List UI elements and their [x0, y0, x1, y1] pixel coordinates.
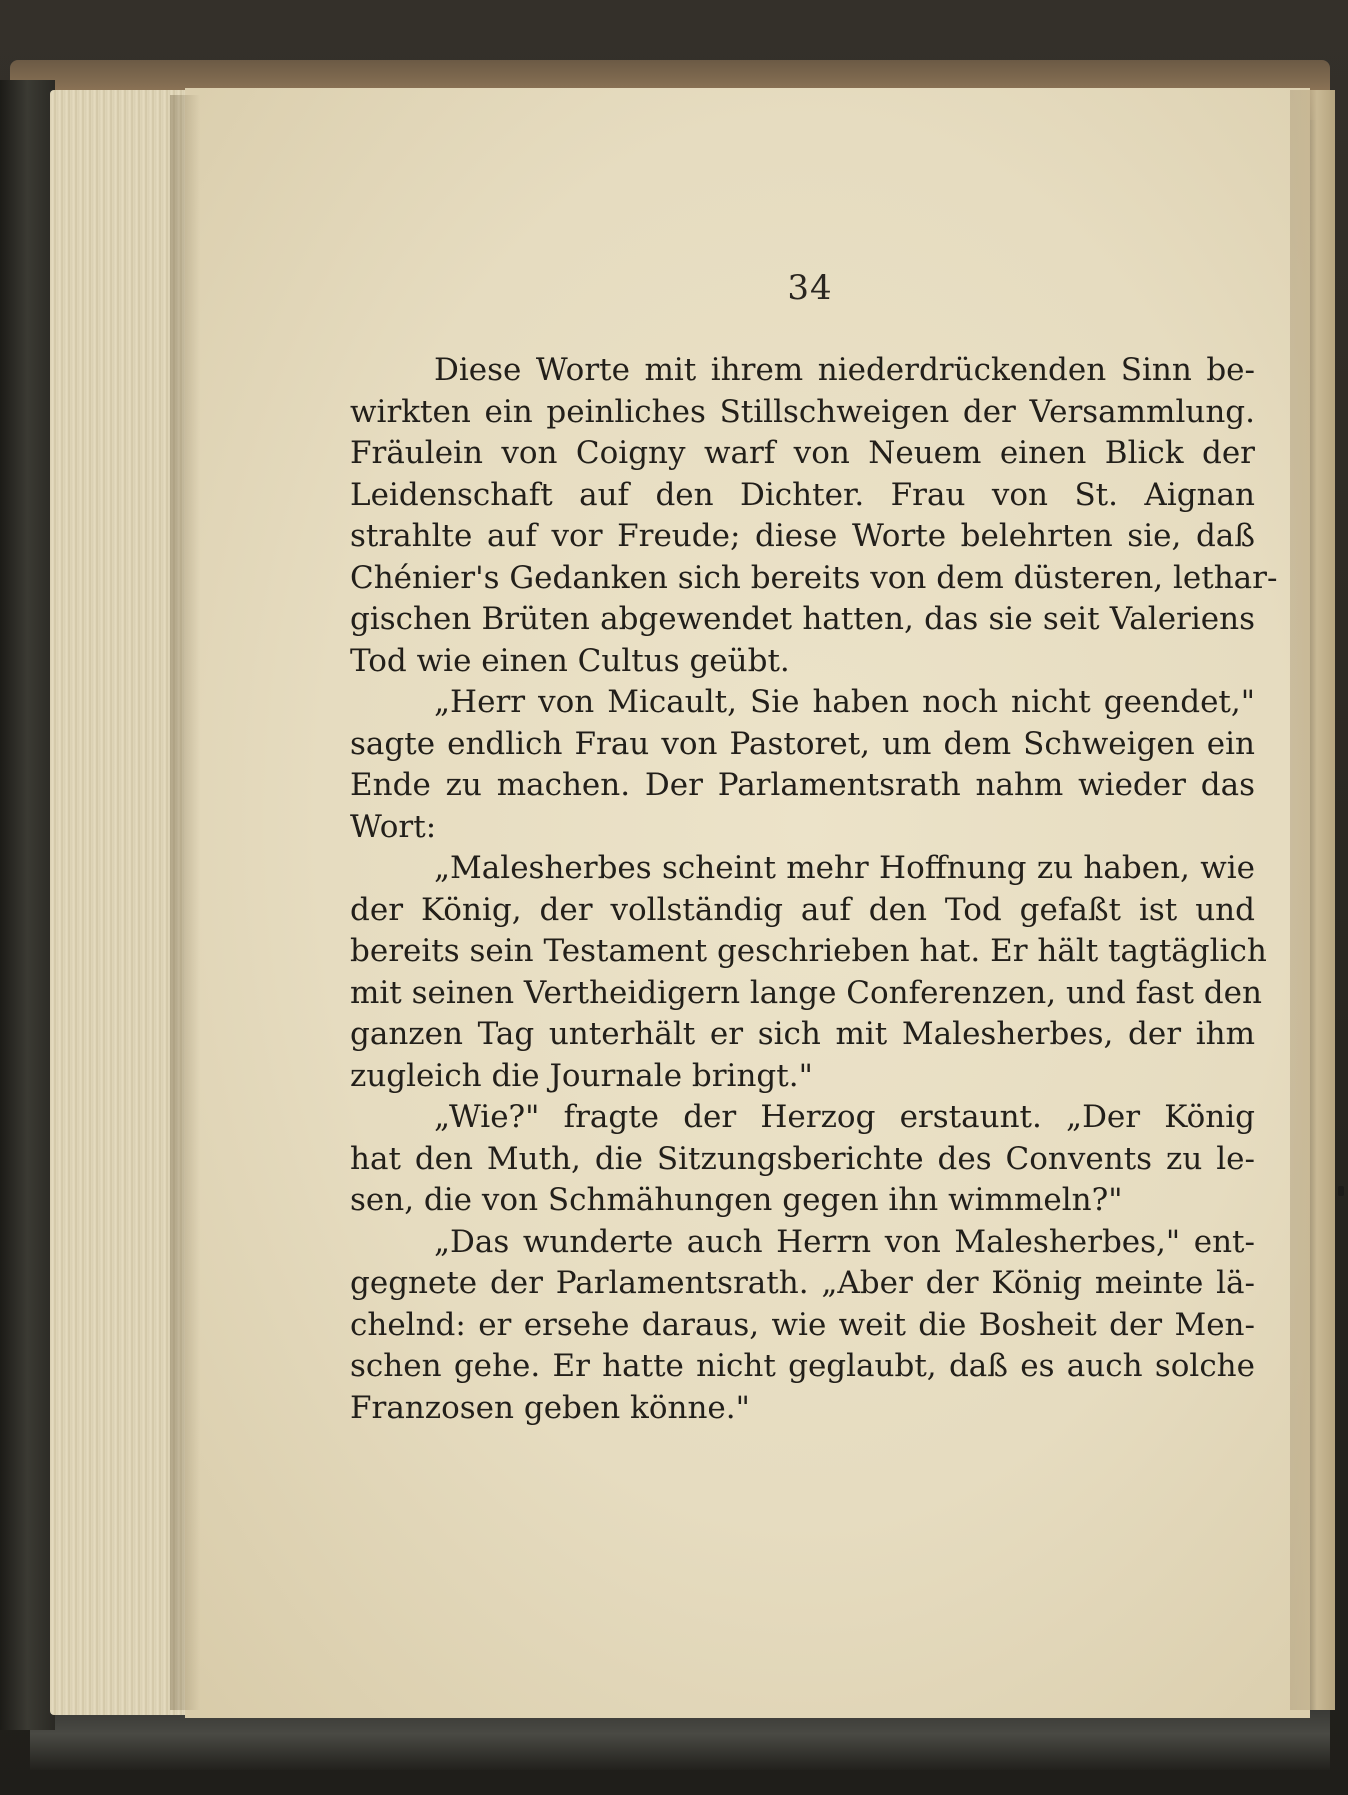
text-line: strahlte auf vor Freude; diese Worte belehrten sie, daß	[350, 518, 1255, 554]
text-line: sagte endlich Frau von Pastoret, um dem Schweigen ein	[350, 725, 1255, 762]
text-line: bereits sein Testament geschrieben hat. Er hält tagtäglich	[350, 933, 1267, 969]
text-line: Wort:	[350, 808, 437, 845]
text-line: „Das wunderte auch Herrn von Malesherbes," ent-	[434, 1223, 1255, 1260]
text-line: chelnd: er ersehe daraus, wie weit die Bosheit der Men-	[350, 1306, 1255, 1343]
text-line: „Herr von Micault, Sie haben noch nicht geendet,"	[434, 684, 1255, 720]
text-line: Tod wie einen Cultus geübt.	[350, 642, 790, 679]
text-line: wirkten ein peinliches Stillschweigen der Versammlung.	[350, 393, 1255, 430]
text-line: Chénier's Gedanken sich bereits von dem düsteren, lethar-	[350, 559, 1278, 596]
edge-mark	[1338, 1186, 1344, 1196]
paragraph	[350, 848, 1267, 1097]
text-line: Fräulein von Coigny warf von Neuem einen Blick der	[350, 435, 1255, 471]
text-line: Franzosen geben könne."	[350, 1389, 750, 1426]
text-line: gegnete der Parlamentsrath. „Aber der König meinte lä-	[350, 1265, 1255, 1301]
text-line: sen, die von Schmähungen gegen ihn wimmeln?"	[350, 1182, 1123, 1218]
text-line: hat den Muth, die Sitzungsberichte des Convents zu le-	[350, 1140, 1255, 1177]
text-line: Leidenschaft auf den Dichter. Frau von St. Aignan	[350, 476, 1255, 513]
paragraph	[350, 1097, 1255, 1222]
text-line: „Malesherbes scheint mehr Hoffnung zu haben, wie	[434, 850, 1255, 886]
text-line: mit seinen Vertheidigern lange Conferenzen, und fast den	[350, 974, 1262, 1011]
paragraph	[350, 1222, 1255, 1430]
paragraph	[350, 682, 1255, 848]
text-line: der König, der vollständig auf den Tod gefaßt ist und	[350, 891, 1255, 928]
right-gutter	[1290, 90, 1335, 1710]
text-line: ganzen Tag unterhält er sich mit Malesherbes, der ihm	[350, 1016, 1255, 1052]
paragraph	[350, 350, 1278, 682]
text-line: Ende zu machen. Der Parlamentsrath nahm wieder das	[350, 767, 1255, 803]
page-stack-edge	[50, 90, 190, 1715]
page-number: 34	[787, 268, 833, 308]
body-text	[350, 350, 1278, 1429]
text-line: zugleich die Journale bringt."	[350, 1057, 813, 1094]
text-line: „Wie?" fragte der Herzog erstaunt. „Der König	[434, 1099, 1255, 1135]
text-line: schen gehe. Er hatte nicht geglaubt, daß es auch solche	[350, 1348, 1255, 1384]
book-spine	[0, 80, 55, 1730]
cover-bottom-edge	[30, 1710, 1330, 1770]
page-gutter-shadow	[170, 95, 200, 1710]
text-line: gischen Brüten abgewendet hatten, das sie seit Valeriens	[350, 601, 1255, 637]
text-line: Diese Worte mit ihrem niederdrückenden Sinn be-	[434, 352, 1255, 388]
